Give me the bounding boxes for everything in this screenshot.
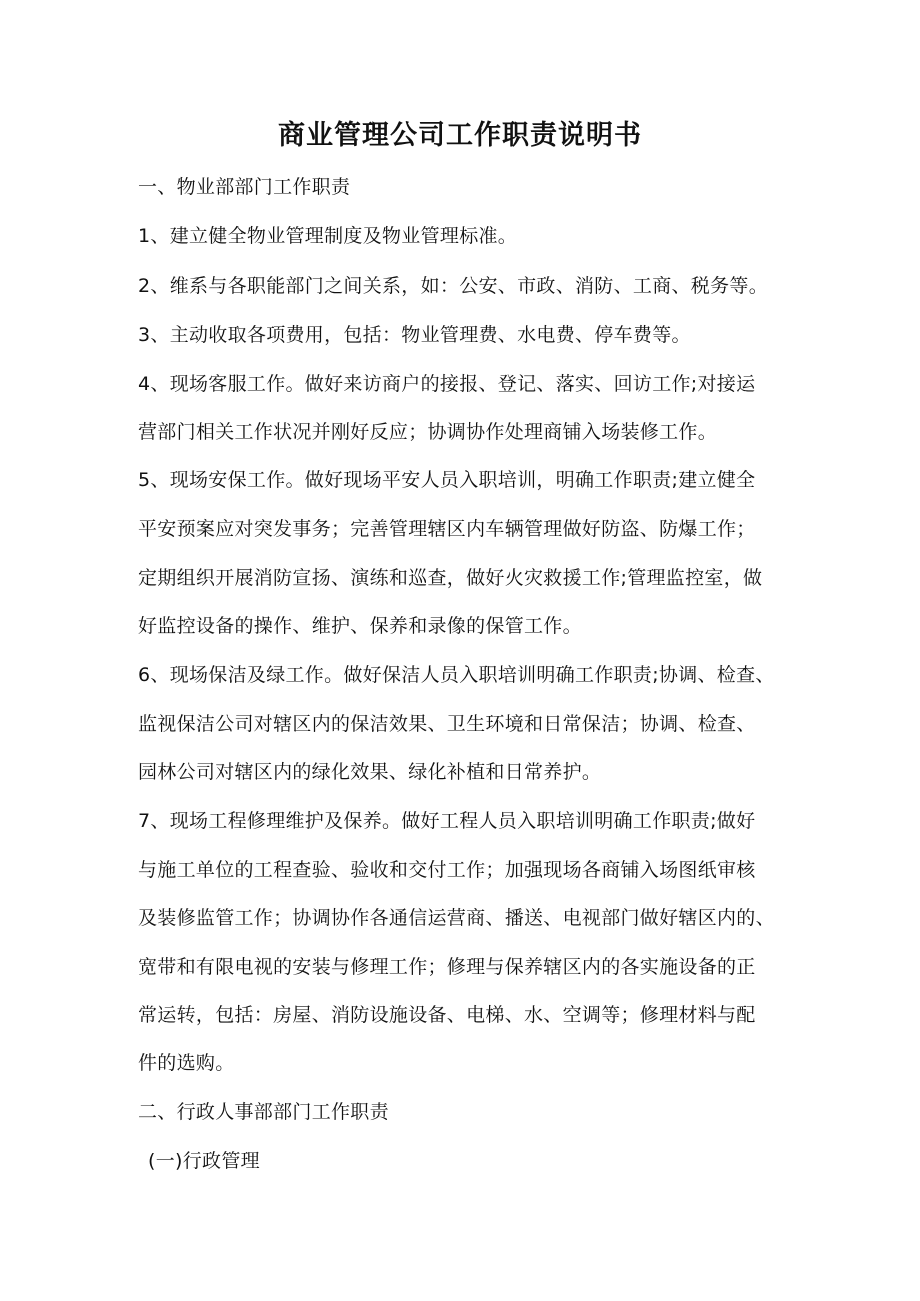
paragraph-line: 监视保洁公司对辖区内的保洁效果、卫生环境和日常保洁；协调、检查、 <box>138 713 756 735</box>
paragraph-line: 好监控设备的操作、维护、保养和录像的保管工作。 <box>138 615 582 637</box>
paragraph-line: 6、现场保洁及绿工作。做好保洁人员入职培训明确工作职责;协调、检查、 <box>138 664 775 686</box>
paragraph-line: 与施工单位的工程查验、验收和交付工作；加强现场各商铺入场图纸审核 <box>138 859 756 881</box>
paragraph-line: 1、建立健全物业管理制度及物业管理标准。 <box>138 225 518 247</box>
paragraph-line: 营部门相关工作状况并刚好反应；协调协作处理商铺入场装修工作。 <box>138 421 718 443</box>
document-title: 商业管理公司工作职责说明书 <box>278 120 642 151</box>
paragraph-line: 3、主动收取各项费用，包括：物业管理费、水电费、停车费等。 <box>138 324 691 346</box>
paragraph-line: 5、现场安保工作。做好现场平安人员入职培训，明确工作职责;建立健全 <box>138 469 756 491</box>
paragraph-line: 及装修监管工作；协调协作各通信运营商、播送、电视部门做好辖区内的、 <box>138 907 775 929</box>
paragraph-line: 平安预案应对突发事务；完善管理辖区内车辆管理做好防盗、防爆工作； <box>138 518 756 540</box>
subsection-heading-admin: (一)行政管理 <box>148 1150 260 1172</box>
paragraph-line: 园林公司对辖区内的绿化效果、绿化补植和日常养护。 <box>138 761 602 783</box>
paragraph-line: 宽带和有限电视的安装与修理工作；修理与保养辖区内的各实施设备的正 <box>138 956 756 978</box>
section-heading-admin-hr: 二、行政人事部部门工作职责 <box>138 1101 389 1123</box>
paragraph-line: 2、维系与各职能部门之间关系，如：公安、市政、消防、工商、税务等。 <box>138 275 768 297</box>
paragraph-line: 定期组织开展消防宣扬、演练和巡查，做好火灾救援工作;管理监控室，做 <box>138 567 763 589</box>
section-heading-property: 一、物业部部门工作职责 <box>138 176 351 198</box>
paragraph-line: 件的选购。 <box>138 1052 235 1074</box>
paragraph-line: 4、现场客服工作。做好来访商户的接报、登记、落实、回访工作;对接运 <box>138 373 756 395</box>
paragraph-line: 7、现场工程修理维护及保养。做好工程人员入职培训明确工作职责;做好 <box>138 810 756 832</box>
paragraph-line: 常运转，包括：房屋、消防设施设备、电梯、水、空调等；修理材料与配 <box>138 1004 756 1026</box>
